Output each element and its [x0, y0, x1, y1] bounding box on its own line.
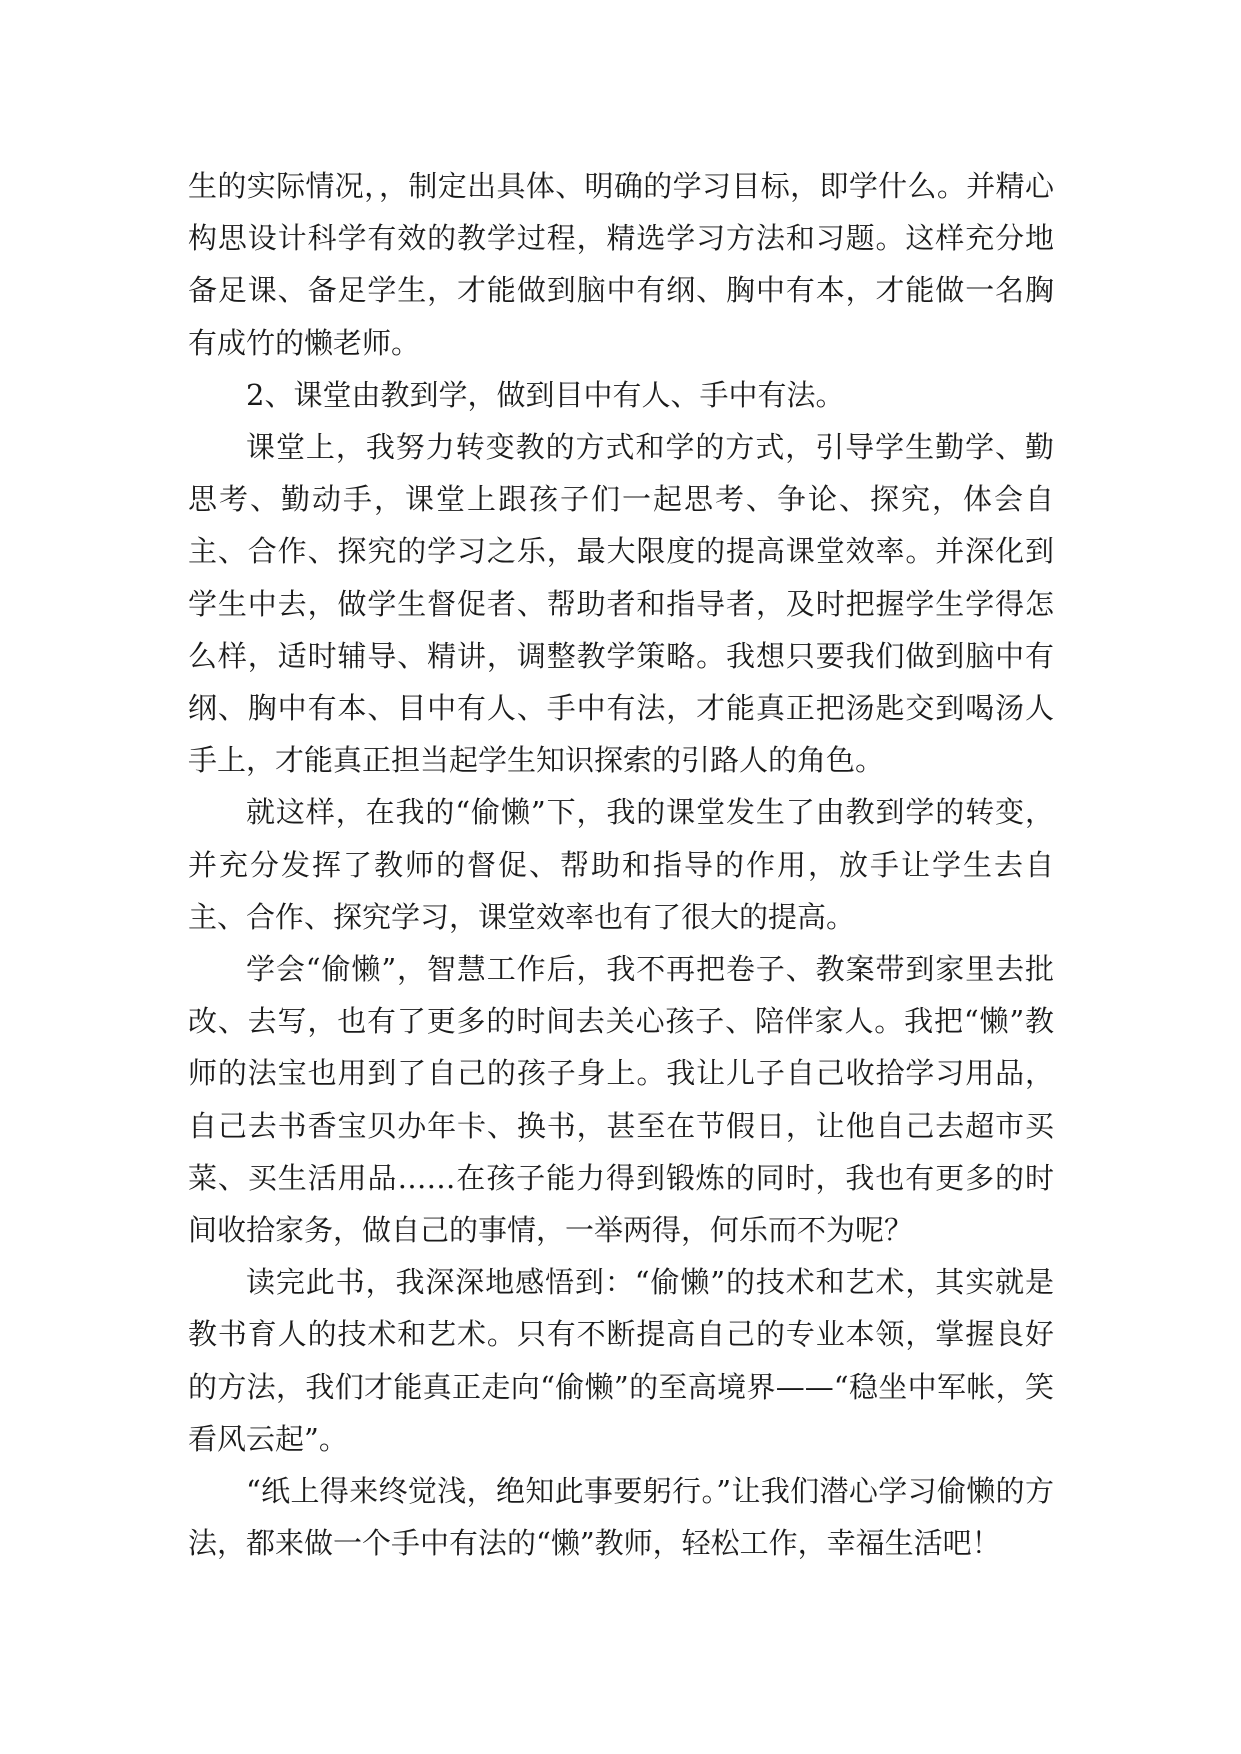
- paragraph: 就这样，在我的“偷懒”下，我的课堂发生了由教到学的转变，并充分发挥了教师的督促、帮助和指导的作用，放手让学生去自主、合作、探究学习，课堂效率也有了很大的提高。: [188, 795, 1054, 934]
- paragraph: 学会“偷懒”，智慧工作后，我不再把卷子、教案带到家里去批改、去写，也有了更多的时间去关心孩子、陪伴家人。我把“懒”教师的法宝也用到了自己的孩子身上。我让儿子自己收拾学习用品，自己去书香宝贝办年卡、换书，甚至在节假日，让他自己去超市买菜、买生活用品……在孩子能力得到锻炼的同时，我也有更多的时间收拾家务，做自己的事情，一举两得，何乐而不为呢？: [188, 952, 1054, 1248]
- paragraph-heading-2: 2、课堂由教到学，做到目中有人、手中有法。: [246, 377, 845, 412]
- body-text: [188, 160, 1054, 1569]
- paragraph: 读完此书，我深深地感悟到：“偷懒”的技术和艺术，其实就是教书育人的技术和艺术。只有不断提高自己的专业本领，掌握良好的方法，我们才能真正走向“偷懒”的至高境界——“稳坐中军帐，笑看风云起”。: [188, 1265, 1054, 1456]
- paragraph-continued: 生的实际情况，，制定出具体、明确的学习目标，即学什么。并精心构思设计科学有效的教学过程，精选学习方法和习题。这样充分地备足课、备足学生，才能做到脑中有纲、胸中有本，才能做一名胸有成竹的懒老师。: [188, 169, 1054, 360]
- paragraph: 课堂上，我努力转变教的方式和学的方式，引导学生勤学、勤思考、勤动手，课堂上跟孩子们一起思考、争论、探究，体会自主、合作、探究的学习之乐，最大限度的提高课堂效率。并深化到学生中去，做学生督促者、帮助者和指导者，及时把握学生学得怎么样，适时辅导、精讲，调整教学策略。我想只要我们做到脑中有纲、胸中有本、目中有人、手中有法，才能真正把汤匙交到喝汤人手上，才能真正担当起学生知识探索的引路人的角色。: [188, 430, 1054, 778]
- paragraph-closing: “纸上得来终觉浅，绝知此事要躬行。”让我们潜心学习偷懒的方法，都来做一个手中有法的“懒”教师，轻松工作，幸福生活吧！: [188, 1474, 1054, 1561]
